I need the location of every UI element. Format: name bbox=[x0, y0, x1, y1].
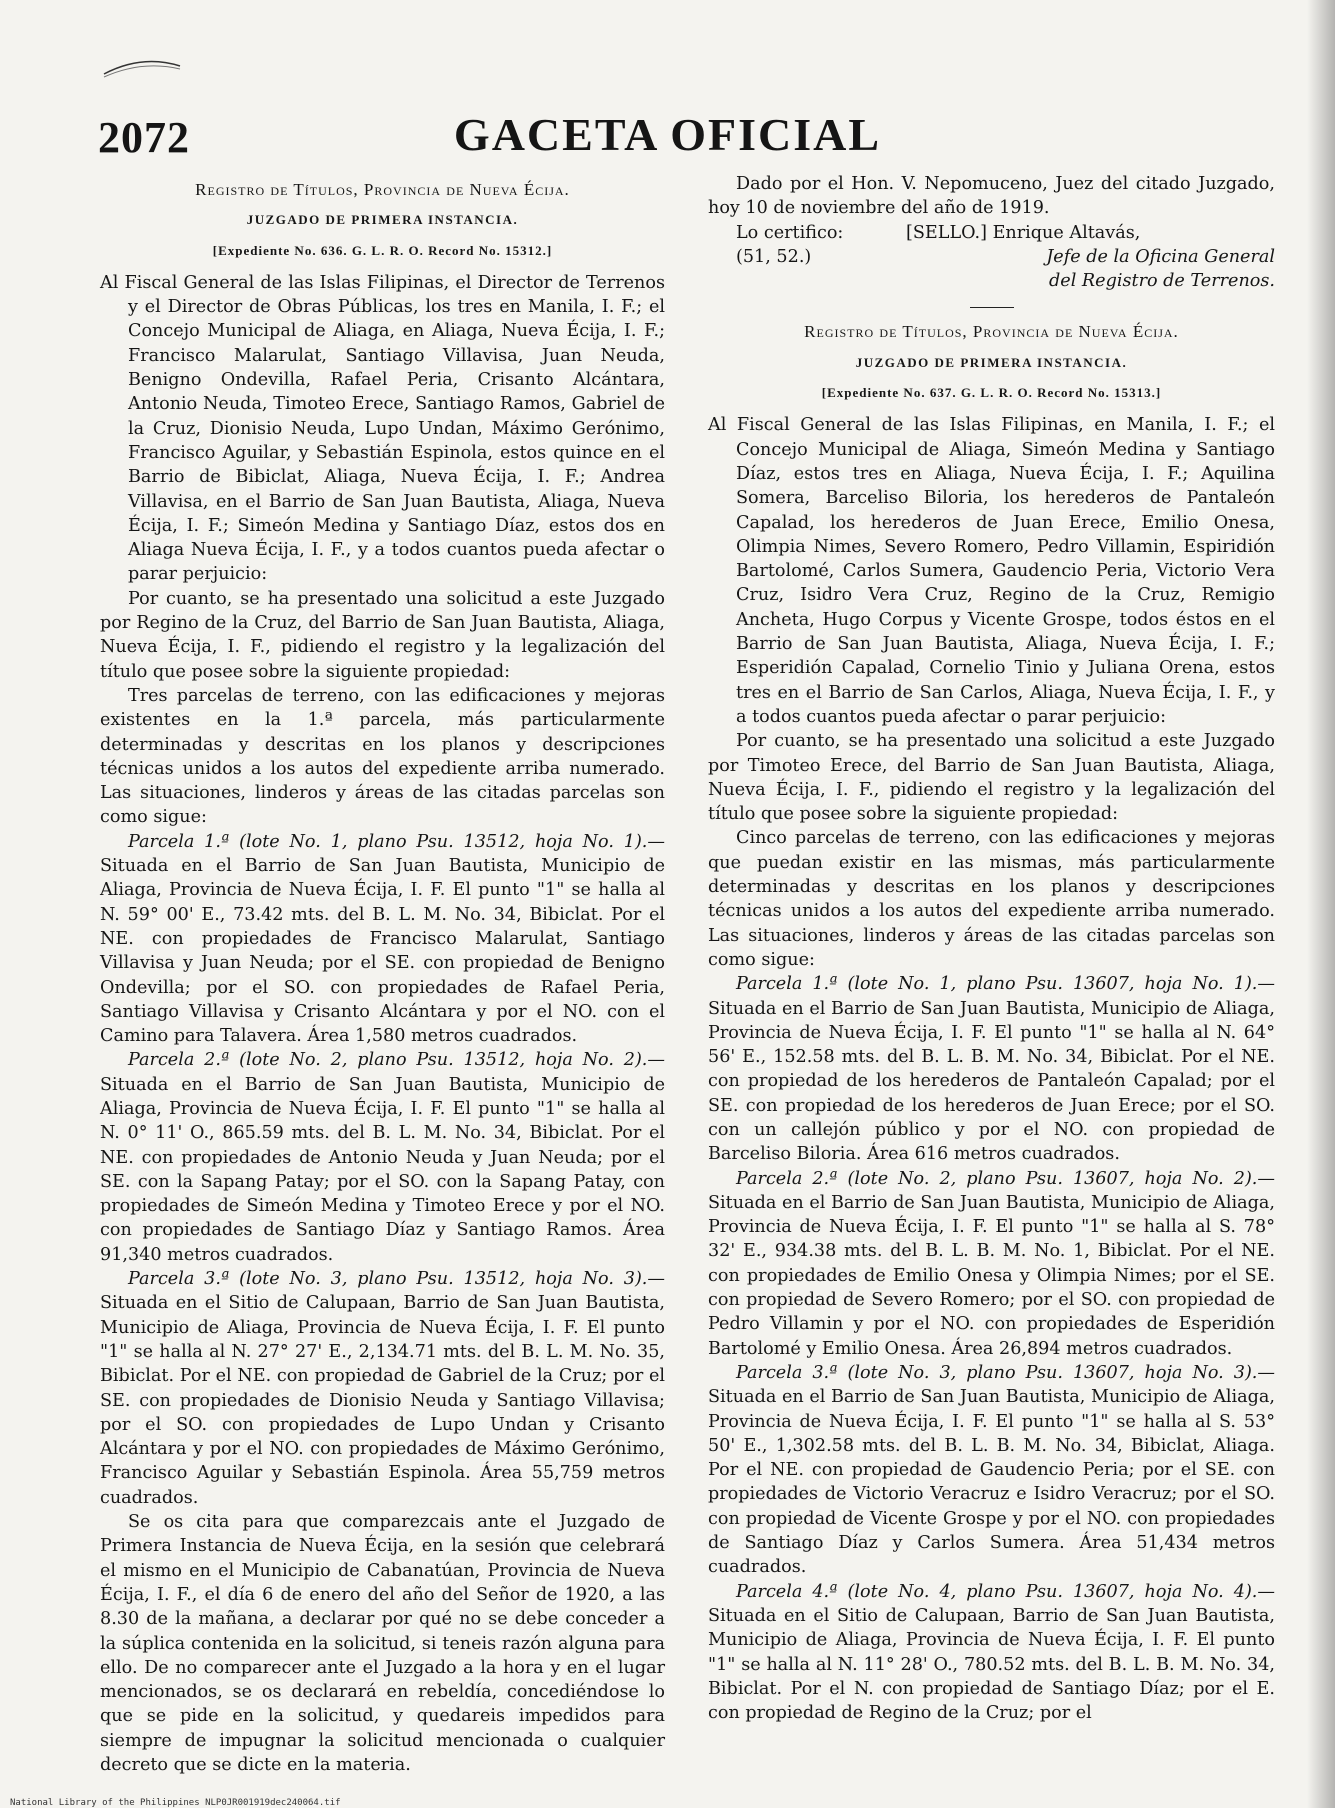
parcel-text: Situada en el Barrio de San Juan Bautista, Municipio de Aliaga, Provincia de Nueva Écija, I. F. El punto "1" se halla al N. 64° 56' E., 152.58 mts. del B. L. B. M. No. 34, Bibiclat. Por el NE. con propiedad de los herederos de Pantaleón Capalad; por el SE. con propiedad de los herederos de Juan Erece; por el SO. con un callejón público y por el NO. con propiedad de Barceliso Biloria. Área 616 metros cuadrados. bbox=[708, 998, 1275, 1165]
body-paragraph: Cinco parcelas de terreno, con las edificaciones y mejoras que puedan existir en las mismas, más particularmente determinadas y descritas en los planos y descripciones técnicas unidos a los autos del expediente arriba numerado. Las situaciones, linderos y áreas de las citadas parcelas son como sigue: bbox=[708, 828, 1275, 970]
parcel-paragraph bbox=[100, 1267, 665, 1510]
record-reference: [Expediente No. 637. G. L. R. O. Record No. 15313.] bbox=[821, 385, 1162, 401]
body-paragraph: Tres parcelas de terreno, con las edificaciones y mejoras existentes en la 1.ª parcela, más particularmente determinadas y descritas en los planos y descripciones técnicas unidos a los autos del expediente arriba numerado. Las situaciones, linderos y áreas de las citadas parcelas son como sigue: bbox=[100, 685, 665, 828]
parcel-text: Situada en el Barrio de San Juan Bautista, Municipio de Aliaga, Provincia de Nueva Écija, I. F. El punto "1" se halla al N. 59° 00' E., 73.42 mts. del B. L. M. No. 34, Bibiclat. Por el NE. con propiedades de Francisco Malarulat, Santiago Villavisa y Juan Neuda; por el SE. con propiedad de Benigno Ondevilla; por el SO. con propiedades de Rafael Peria, Santiago Villavisa y Crisanto Alcántara y por el NO. con el Camino para Talavera. Área 1,580 metros cuadrados. bbox=[100, 856, 665, 1047]
record-reference: [Expediente No. 636. G. L. R. O. Record No. 15312.] bbox=[212, 242, 553, 258]
masthead-title: GACETA OFICIAL bbox=[453, 109, 882, 160]
issue-numbers: (51, 52.) bbox=[736, 246, 812, 267]
body-paragraph: Por cuanto, se ha presentado una solicitud a este Juzgado por Timoteo Erece, del Barrio de San Juan Bautista, Aliaga, Nueva Écija, I. F., pidiendo el registro y la legalización del título que posee sobre la siguiente propiedad: bbox=[708, 731, 1275, 825]
certifico-label: Lo certifico: bbox=[736, 222, 844, 243]
parcel-text: Situada en el Barrio de San Juan Bautista, Municipio de Aliaga, Provincia de Nueva Écija, I. F. El punto "1" se halla al N. 0° 11' O., 865.59 mts. del B. L. M. No. 34, Bibiclat. Por el NE. con propiedades de Antonio Neuda y Juan Neuda; por el SE. con la Sapang Patay; por el SO. con la Sapang Patay, con propiedades de Simeón Medina y Timoteo Erece y por el NO. con propiedades de Santiago Díaz y Santiago Ramos. Área 91,340 metros cuadrados. bbox=[100, 1074, 665, 1265]
parcel-label: Parcela 3.ª (lote No. 3, plano Psu. 13512, hoja No. 3).— bbox=[128, 1269, 665, 1290]
seal-signer: [SELLO.] Enrique Altavás, bbox=[906, 222, 1141, 243]
parcel-label: Parcela 2.ª (lote No. 2, plano Psu. 13607, hoja No. 2).— bbox=[736, 1168, 1275, 1189]
parcel-text: Situada en el Sitio de Calupaan, Barrio de San Juan Bautista, Municipio de Aliaga, Provincia de Nueva Écija, I. F. El punto "1" se halla al N. 11° 28' O., 780.52 mts. del B. L. B. M. No. 34, Bibiclat. Por el N. con propiedad de Santiago Díaz; por el E. con propiedad de Regino de la Cruz; por el bbox=[708, 1605, 1275, 1724]
parcel-paragraph bbox=[708, 1580, 1275, 1726]
right-column bbox=[708, 172, 1275, 1725]
parcel-paragraph bbox=[708, 1361, 1275, 1580]
dado-paragraph: Dado por el Hon. V. Nepomuceno, Juez del citado Juzgado, hoy 10 de noviembre del año de 1919. bbox=[708, 174, 1275, 219]
court-heading: JUZGADO DE PRIMERA INSTANCIA. bbox=[246, 212, 519, 228]
section-heading: Registro de Títulos, Provincia de Nueva Écija. bbox=[804, 322, 1179, 342]
parcel-label: Parcela 3.ª (lote No. 3, plano Psu. 13607, hoja No. 3).— bbox=[736, 1362, 1275, 1383]
left-column bbox=[100, 178, 665, 1777]
parcel-paragraph bbox=[100, 830, 665, 1049]
signature-block bbox=[708, 221, 1275, 245]
parcel-label: Parcela 1.ª (lote No. 1, plano Psu. 13512, hoja No. 1).— bbox=[128, 831, 665, 852]
body-paragraph: Por cuanto, se ha presentado una solicitud a este Juzgado por Regino de la Cruz, del Barrio de San Juan Bautista, Aliaga, Nueva Écija, I. F., pidiendo el registro y la legalización del título que posee sobre la siguiente propiedad: bbox=[100, 588, 665, 682]
parcel-paragraph bbox=[708, 1167, 1275, 1361]
signer-title: Jefe de la Oficina General bbox=[1046, 246, 1275, 267]
section-heading: Registro de Títulos, Provincia de Nueva Écija. bbox=[195, 180, 570, 199]
parcel-label: Parcela 2.ª (lote No. 2, plano Psu. 13512, hoja No. 2).— bbox=[128, 1050, 665, 1071]
signature-title-line bbox=[708, 245, 1275, 269]
scan-footer: National Library of the Philippines NLP0JR001919dec240064.tif bbox=[10, 1798, 341, 1808]
section-divider bbox=[970, 307, 1014, 308]
parcel-label: Parcela 4.ª (lote No. 4, plano Psu. 13607, hoja No. 4).— bbox=[736, 1581, 1275, 1602]
court-heading: JUZGADO DE PRIMERA INSTANCIA. bbox=[855, 354, 1128, 370]
addressee-paragraph: Al Fiscal General de las Islas Filipinas, en Manila, I. F.; el Concejo Municipal de Aliaga, Simeón Medina y Santiago Díaz, estos tres en Aliaga, Nueva Écija, I. F.; Aquilina Somera, Barceliso Biloria, los herederos de Pantaleón Capalad, los herederos de Juan Erece, Emilio Onesa, Olimpia Nimes, Severo Romero, Pedro Villamin, Espiridión Bartolomé, Carlos Sumera, Gaudencio Peria, Victorio Vera Cruz, Isidro Vera Cruz, Regino de la Cruz, Remigio Ancheta, Hugo Corpus y Vicente Grospe, todos éstos en el Barrio de San Juan Bautista, Aliaga, Nueva Écija, I. F.; Esperidión Capalad, Cornelio Tinio y Juliana Orena, estos tres en el Barrio de San Carlos, Aliaga, Nueva Écija, I. F., y a todos cuantos pueda afectar o parar perjuicio: bbox=[708, 415, 1275, 727]
addressee-paragraph: Al Fiscal General de las Islas Filipinas, el Director de Terrenos y el Director de Obras Públicas, los tres en Manila, I. F.; el Concejo Municipal de Aliaga, en Aliaga, Nueva Écija, I. F.; Francisco Malarulat, Santiago Villavisa, Juan Neuda, Benigno Ondevilla, Rafael Peria, Crisanto Alcántara, Antonio Neuda, Timoteo Erece, Santiago Ramos, Gabriel de la Cruz, Dionisio Neuda, Lupo Undan, Máximo Gerónimo, Francisco Aguilar, y Sebastián Espinola, estos quince en el Barrio de Bibiclat, Aliaga, Nueva Écija, I. F.; Andrea Villavisa, en el Barrio de San Juan Bautista, Aliaga, Nueva Écija, I. F.; Simeón Medina y Santiago Díaz, estos dos en Aliaga Nueva Écija, I. F., y a todos cuantos pueda afectar o parar perjuicio: bbox=[100, 272, 665, 585]
signer-title-continued: del Registro de Terrenos. bbox=[1049, 271, 1275, 292]
scan-edge-shadow bbox=[1307, 0, 1335, 1808]
parcel-text: Situada en el Barrio de San Juan Bautista, Municipio de Aliaga, Provincia de Nueva Écija, I. F. El punto "1" se halla al S. 78° 32' E., 934.38 mts. del B. L. B. M. No. 1, Bibiclat. Por el NE. con propiedades de Emilio Onesa y Olimpia Nimes; por el SE. con propiedad de Severo Romero; por el SO. con propiedad de Pedro Villamin y por el NO. con propiedades de Esperidión Bartolomé y Emilio Onesa. Área 26,894 metros cuadrados. bbox=[708, 1192, 1275, 1359]
page-number: 2072 bbox=[98, 113, 190, 162]
parcel-text: Situada en el Barrio de San Juan Bautista, Municipio de Aliaga, Provincia de Nueva Écija, I. F. El punto "1" se halla al S. 53° 50' E., 1,302.58 mts. del B. L. B. M. No. 34, Bibiclat, Aliaga. Por el NE. con propiedad de Gaudencio Peria; por el SE. con propiedades de Victorio Veracruz e Isidro Veracruz; por el SO. con propiedad de Vicente Grospe y por el NO. con propiedades de Santiago Díaz y Carlos Sumera. Área 51,434 metros cuadrados. bbox=[708, 1387, 1275, 1578]
ornament-mark bbox=[102, 52, 182, 82]
parcel-text: Situada en el Sitio de Calupaan, Barrio de San Juan Bautista, Municipio de Aliaga, Provincia de Nueva Écija, I. F. El punto "1" se halla al N. 27° 27' E., 2,134.71 mts. del B. L. M. No. 35, Bibiclat. Por el NE. con propiedad de Gabriel de la Cruz; por el SE. con propiedades de Dionisio Neuda y Santiago Villavisa; por el SO. con propiedades de Lupo Undan y Crisanto Alcántara y por el NO. con propiedades de Máximo Gerónimo, Francisco Aguilar y Sebastián Espinola. Área 55,759 metros cuadrados. bbox=[100, 1293, 665, 1508]
parcel-paragraph bbox=[100, 1048, 665, 1267]
parcel-paragraph bbox=[708, 972, 1275, 1166]
closing-paragraph: Se os cita para que comparezcais ante el Juzgado de Primera Instancia de Nueva Écija, en la sesión que celebrará el mismo en el Municipio de Cabanatúan, Provincia de Nueva Écija, I. F., el día 6 de enero del año del Señor de 1920, a las 8.30 de la mañana, a declarar por qué no se debe conceder a la súplica contenida en la solicitud, si teneis razón alguna para ello. De no comparecer ante el Juzgado a la hora y en el lugar mencionados, se os declarará en rebeldía, concediéndose lo que se pide en la solicitud, y quedareis impedidos para siempre de impugnar la solicitud mencionada o cualquier decreto que se dicte en la materia. bbox=[100, 1512, 665, 1775]
parcel-label: Parcela 1.ª (lote No. 1, plano Psu. 13607, hoja No. 1).— bbox=[736, 974, 1275, 995]
